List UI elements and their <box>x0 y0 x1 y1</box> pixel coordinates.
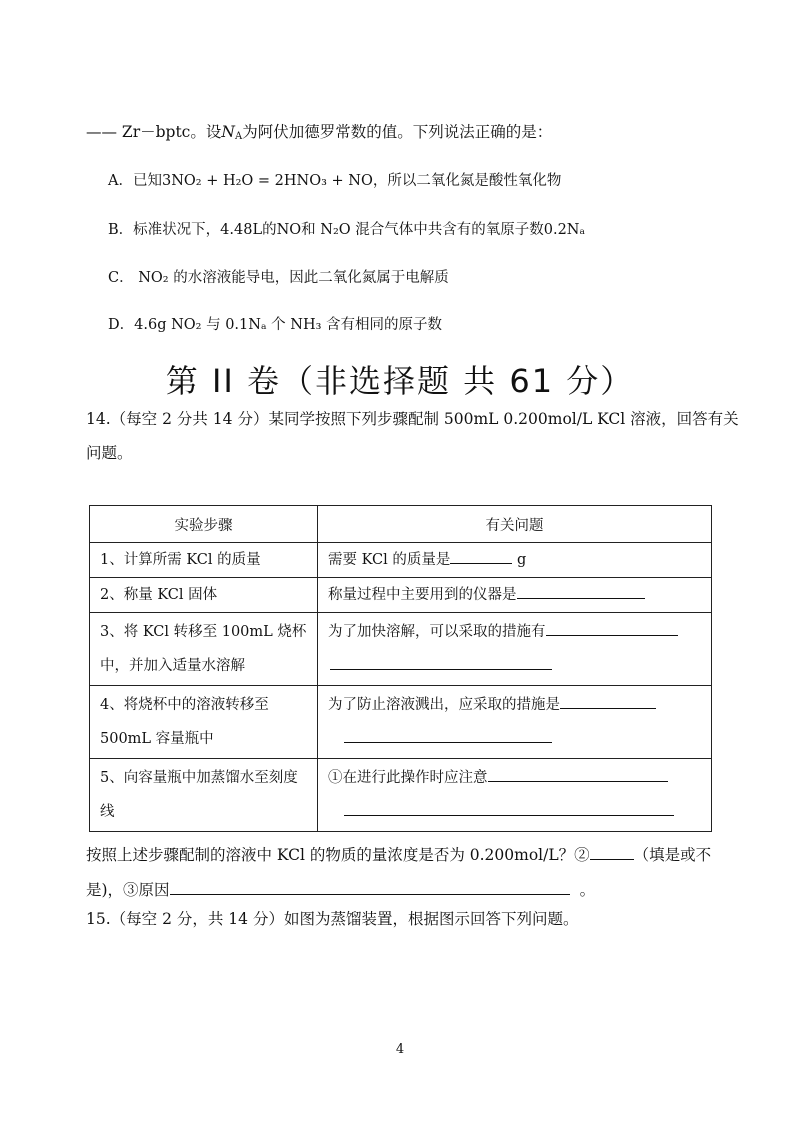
unit-text: g <box>512 552 527 568</box>
question-text: 需要 KCl 的质量是 <box>328 552 451 568</box>
followup-text: （填是或不 <box>633 846 712 864</box>
table-row <box>90 613 712 686</box>
stem-prefix: —— Zr－bptc <box>86 123 191 141</box>
header-steps: 实验步骤 <box>90 506 318 543</box>
question-15-intro: 15.（每空 2 分，共 14 分）如图为蒸馏装置，根据图示回答下列问题。 <box>86 910 579 928</box>
answer-blank[interactable] <box>330 655 552 670</box>
option-text: 已知3NO₂ + H₂O = 2HNO₃ + NO，所以二氧化氮是酸性氧化物 <box>132 173 562 189</box>
question-cell <box>318 613 712 686</box>
step-cell <box>90 613 318 686</box>
na-subscript: A <box>234 131 243 142</box>
answer-blank[interactable] <box>488 767 668 782</box>
option-text: 4.6g NO₂ 与 0.1Nₐ 个 NH₃ 含有相同的原子数 <box>134 317 443 333</box>
answer-blank[interactable] <box>546 621 678 636</box>
question-text: 称量过程中主要用到的仪器是 <box>328 587 517 603</box>
question-13-stem <box>86 125 552 142</box>
option-label: C． <box>108 270 134 286</box>
stem-main: 。设 <box>190 123 222 141</box>
step-cell <box>90 759 318 832</box>
followup-text: 按照上述步骤配制的溶液中 KCl 的物质的量浓度是否为 0.200mol/L？② <box>86 846 590 864</box>
table-header-row <box>90 506 712 543</box>
page-number: 4 <box>395 1042 405 1057</box>
answer-blank[interactable] <box>170 880 570 895</box>
option-d <box>108 318 442 333</box>
answer-blank[interactable] <box>450 549 512 564</box>
step-line: 3、将 KCl 转移至 100mL 烧杯 <box>100 624 307 640</box>
option-label: A． <box>108 173 133 189</box>
option-label: B． <box>108 222 134 238</box>
step-line: 4、将烧杯中的溶液转移至 <box>100 697 269 713</box>
step-cell <box>90 686 318 759</box>
question-14-intro-line1: 14.（每空 2 分共 14 分）某同学按照下列步骤配制 500mL 0.200mol/L KCl 溶液，回答有关 <box>86 410 739 428</box>
header-questions: 有关问题 <box>318 506 712 543</box>
question-cell <box>318 578 712 613</box>
question-cell <box>318 686 712 759</box>
followup-text: 是)，③原因 <box>86 881 170 899</box>
option-a <box>108 174 561 189</box>
option-text: NO₂ 的水溶液能导电，因此二氧化氮属于电解质 <box>133 270 449 286</box>
answer-blank[interactable] <box>560 694 656 709</box>
question-14-followup-line2 <box>86 880 595 899</box>
option-text: 标准状况下，4.48L的NO和 N₂O 混合气体中共含有的氧原子数0.2Nₐ <box>133 222 586 238</box>
question-cell <box>318 759 712 832</box>
answer-blank[interactable] <box>344 801 674 816</box>
table-row <box>90 543 712 578</box>
question-14-followup-line1 <box>86 845 711 864</box>
question-text: 为了加快溶解，可以采取的措施有 <box>328 624 546 640</box>
question-cell <box>318 543 712 578</box>
question-text: ①在进行此操作时应注意 <box>328 770 488 786</box>
question-text: 为了防止溶液溅出，应采取的措施是 <box>328 697 560 713</box>
option-b <box>108 223 585 238</box>
stem-rest: 为阿伏加德罗常数的值。下列说法正确的是： <box>242 123 553 141</box>
step-cell: 2、称量 KCl 固体 <box>90 578 318 613</box>
table-row <box>90 578 712 613</box>
table-row <box>90 686 712 759</box>
answer-blank[interactable] <box>517 584 645 599</box>
followup-text: 。 <box>579 881 596 899</box>
option-label: D． <box>108 317 135 333</box>
section-title: 第 II 卷（非选择题 共 61 分） <box>165 362 635 400</box>
step-line: 线 <box>100 804 115 820</box>
question-14-intro-line2: 问题。 <box>86 444 133 462</box>
table-row <box>90 759 712 832</box>
answer-blank[interactable] <box>590 845 634 860</box>
step-line: 中，并加入适量水溶解 <box>100 658 245 674</box>
step-line: 5、向容量瓶中加蒸馏水至刻度 <box>100 770 298 786</box>
answer-blank[interactable] <box>344 728 552 743</box>
na-symbol: N <box>221 123 235 141</box>
option-c <box>108 271 449 286</box>
step-cell: 1、计算所需 KCl 的质量 <box>90 543 318 578</box>
steps-table <box>89 505 712 832</box>
step-line: 500mL 容量瓶中 <box>100 731 214 747</box>
